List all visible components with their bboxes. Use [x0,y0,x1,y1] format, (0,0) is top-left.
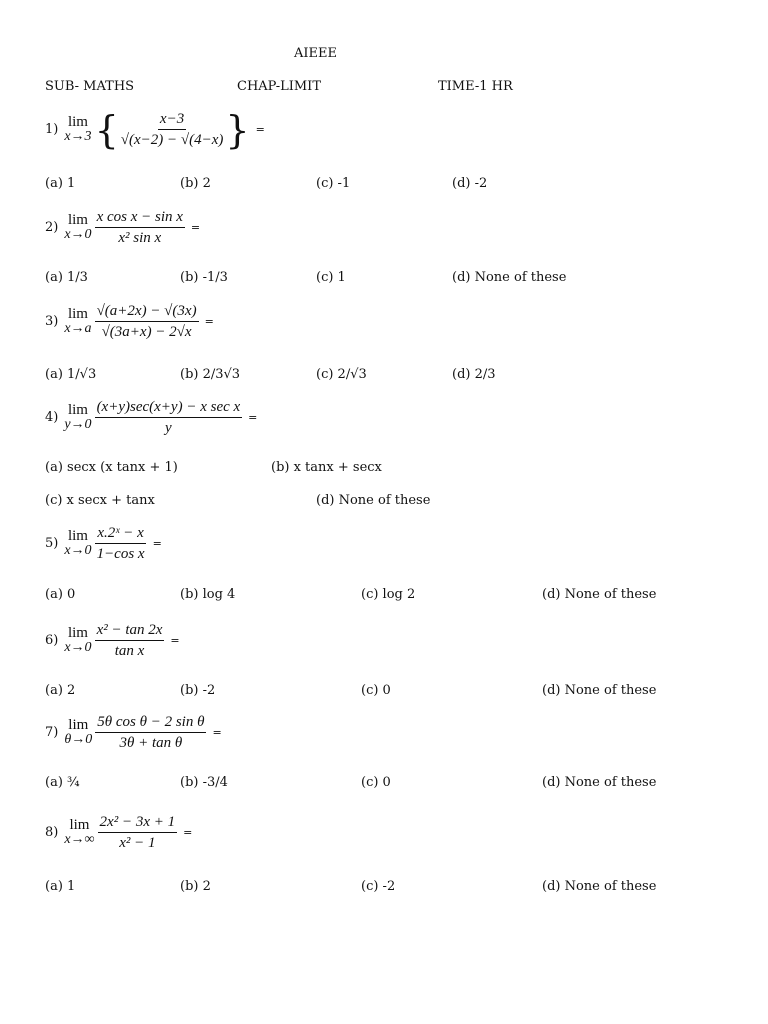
numerator: x.2ˣ − x [95,524,145,544]
limit-operator: lim x→3 [64,114,92,144]
option-b[interactable]: (b) -1/3 [180,270,228,285]
limit-operator: lim x→0 [64,212,92,242]
equals-sign: = [212,726,222,739]
equals-sign: = [190,221,201,234]
denominator: √(3a+x) − 2√x [101,324,192,340]
subject-label: SUB- MATHS [45,79,135,94]
equals-sign: = [170,634,180,647]
option-b[interactable]: (b) 2 [180,176,211,191]
question-number: 2) [45,220,59,235]
fraction [95,398,243,437]
fraction [98,813,178,852]
denominator: x² sin x [118,230,162,246]
denominator: y [165,420,172,436]
fraction [95,302,199,341]
equals-sign: = [248,411,258,424]
option-b[interactable]: (b) 2 [180,879,211,894]
denominator: tan x [114,643,145,659]
option-a[interactable]: (a) 0 [45,587,76,602]
option-d[interactable]: (d) None of these [316,493,431,508]
limit-variable: θ→0 [64,732,93,747]
option-a[interactable]: (a) 1/√3 [45,367,97,382]
equals-sign: = [183,826,193,839]
numerator: (x+y)sec(x+y) − x sec x [95,398,243,418]
time-label: TIME-1 HR [438,79,513,94]
fraction [95,621,165,660]
option-b[interactable]: (b) 2/3√3 [180,367,241,382]
question-number: 3) [45,314,59,329]
option-b[interactable]: (b) x tanx + secx [271,460,382,475]
limit-variable: x→0 [64,227,92,242]
equals-sign: = [255,123,265,136]
option-a[interactable]: (a) ¾ [45,775,80,790]
limit-operator: lim θ→0 [64,717,93,747]
question-3 [45,302,214,341]
equals-sign: = [204,315,214,328]
limit-operator: lim x→a [64,306,92,336]
numerator: √(a+2x) − √(3x) [95,302,199,322]
option-c[interactable]: (c) log 2 [361,587,416,602]
option-b[interactable]: (b) -2 [180,683,216,698]
option-a[interactable]: (a) 1 [45,176,76,191]
option-d[interactable]: (d) None of these [452,270,567,285]
option-d[interactable]: (d) None of these [542,879,657,894]
limit-variable: x→0 [64,640,92,655]
limit-operator: lim y→0 [64,402,92,432]
option-c[interactable]: (c) x secx + tanx [45,493,155,508]
denominator: 1−cos x [96,546,145,562]
question-7 [45,713,222,752]
chapter-label: CHAP-LIMIT [237,79,321,94]
option-c[interactable]: (c) 2/√3 [316,367,367,382]
question-6 [45,621,180,660]
option-d[interactable]: (d) None of these [542,587,657,602]
question-number: 5) [45,536,59,551]
option-c[interactable]: (c) 1 [316,270,346,285]
limit-variable: x→0 [64,543,92,558]
denominator: √(x−2) − √(4−x) [120,132,224,148]
option-a[interactable]: (a) 1/3 [45,270,88,285]
left-brace: { [94,107,119,152]
question-1 [45,107,265,152]
limit-operator: lim x→∞ [64,817,95,847]
option-b[interactable]: (b) -3/4 [180,775,228,790]
option-c[interactable]: (c) -2 [361,879,396,894]
option-d[interactable]: (d) 2/3 [452,367,496,382]
limit-variable: x→∞ [64,832,95,847]
option-c[interactable]: (c) 0 [361,775,391,790]
numerator: x² − tan 2x [95,621,165,641]
numerator: x cos x − sin x [95,208,185,228]
numerator: 2x² − 3x + 1 [98,813,178,833]
option-c[interactable]: (c) 0 [361,683,391,698]
limit-variable: x→a [64,321,92,336]
numerator: 5θ cos θ − 2 sin θ [95,713,206,733]
fraction [95,713,206,752]
question-number: 1) [45,122,59,137]
option-d[interactable]: (d) None of these [542,683,657,698]
question-number: 6) [45,633,59,648]
right-brace: } [225,107,250,152]
numerator: x−3 [158,110,186,130]
option-a[interactable]: (a) 1 [45,879,76,894]
question-number: 4) [45,410,59,425]
option-d[interactable]: (d) -2 [452,176,488,191]
option-c[interactable]: (c) -1 [316,176,351,191]
option-a[interactable]: (a) secx (x tanx + 1) [45,460,178,475]
question-5 [45,524,162,563]
option-b[interactable]: (b) log 4 [180,587,236,602]
option-a[interactable]: (a) 2 [45,683,76,698]
limit-operator: lim x→0 [64,528,92,558]
denominator: x² − 1 [119,835,156,851]
question-number: 8) [45,825,59,840]
question-8 [45,813,192,852]
equals-sign: = [152,537,162,550]
question-number: 7) [45,725,59,740]
option-d[interactable]: (d) None of these [542,775,657,790]
denominator: 3θ + tan θ [119,735,183,751]
question-2 [45,208,200,247]
limit-variable: y→0 [64,417,92,432]
limit-operator: lim x→0 [64,625,92,655]
limit-variable: x→3 [64,129,92,144]
fraction [95,524,147,563]
exam-title: AIEEE [294,46,337,61]
fraction [95,208,185,247]
question-4 [45,398,257,437]
fraction [119,110,226,149]
